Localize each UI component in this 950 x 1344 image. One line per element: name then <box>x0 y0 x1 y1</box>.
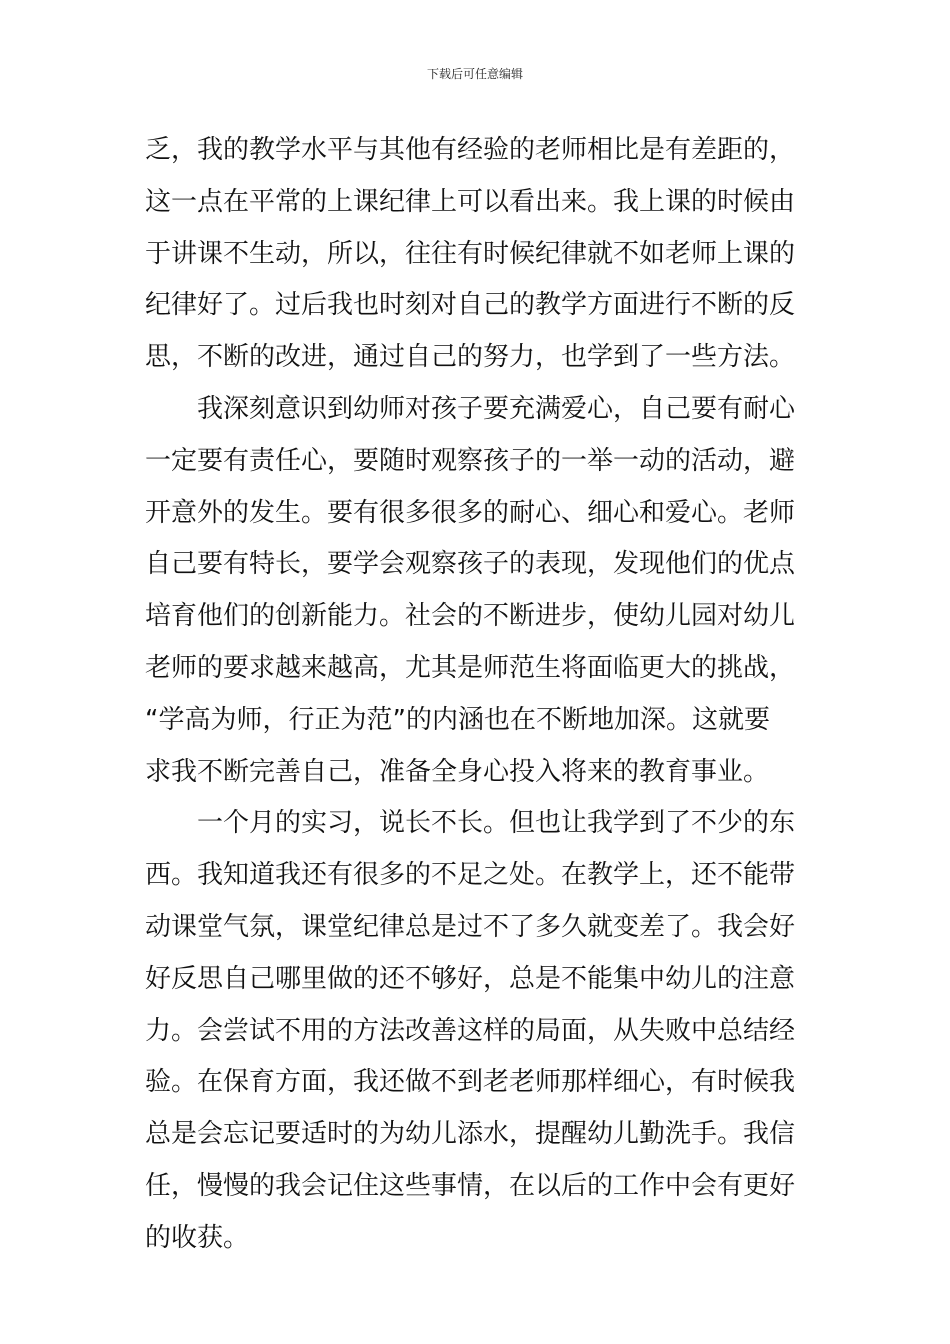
text-line: 求我不断完善自己，准备全身心投入将来的教育事业。 <box>145 756 770 787</box>
text-line: 验。在保育方面，我还做不到老老师那样细心，有时候我 <box>145 1067 796 1098</box>
text-line: 这一点在平常的上课纪律上可以看出来。我上课的时候由 <box>145 186 796 217</box>
body-text <box>145 125 805 1265</box>
text-line: 老师的要求越来越高，尤其是师范生将面临更大的挑战， <box>145 652 796 683</box>
text-line: 力。会尝试不用的方法改善这样的局面，从失败中总结经 <box>145 1015 796 1046</box>
text-line: 好反思自己哪里做的还不够好，总是不能集中幼儿的注意 <box>145 963 796 994</box>
text-line: 西。我知道我还有很多的不足之处。在教学上，还不能带 <box>145 860 796 891</box>
text-line: 任，慢慢的我会记住这些事情，在以后的工作中会有更好 <box>145 1170 796 1201</box>
text-line: 思，不断的改进，通过自己的努力，也学到了一些方法。 <box>145 342 796 373</box>
text-line: 的收获。 <box>145 1222 250 1253</box>
text-line: 乏，我的教学水平与其他有经验的老师相比是有差距的， <box>145 135 796 165</box>
text-line: 培育他们的创新能力。社会的不断进步，使幼儿园对幼儿 <box>145 601 796 632</box>
text-line: 一定要有责任心，要随时观察孩子的一举一动的活动，避 <box>145 445 796 476</box>
text-line: 动课堂气氛，课堂纪律总是过不了多久就变差了。我会好 <box>145 911 796 942</box>
text-line: 开意外的发生。要有很多很多的耐心、细心和爱心。老师 <box>145 497 796 528</box>
text-line: 纪律好了。过后我也时刻对自己的教学方面进行不断的反 <box>145 290 796 321</box>
text-line: “学高为师，行正为范”的内涵也在不断地加深。这就要 <box>145 704 770 735</box>
text-line: 于讲课不生动，所以，往往有时候纪律就不如老师上课的 <box>145 238 796 269</box>
page-header: 下载后可任意编辑 <box>426 67 523 81</box>
text-line: 总是会忘记要适时的为幼儿添水，提醒幼儿勤洗手。我信 <box>145 1119 796 1150</box>
text-line: 自己要有特长，要学会观察孩子的表现，发现他们的优点 <box>145 549 796 580</box>
paragraph-start-line: 我深刻意识到幼师对孩子要充满爱心，自己要有耐心 <box>197 393 796 424</box>
paragraph-start-line: 一个月的实习，说长不长。但也让我学到了不少的东 <box>197 808 796 839</box>
